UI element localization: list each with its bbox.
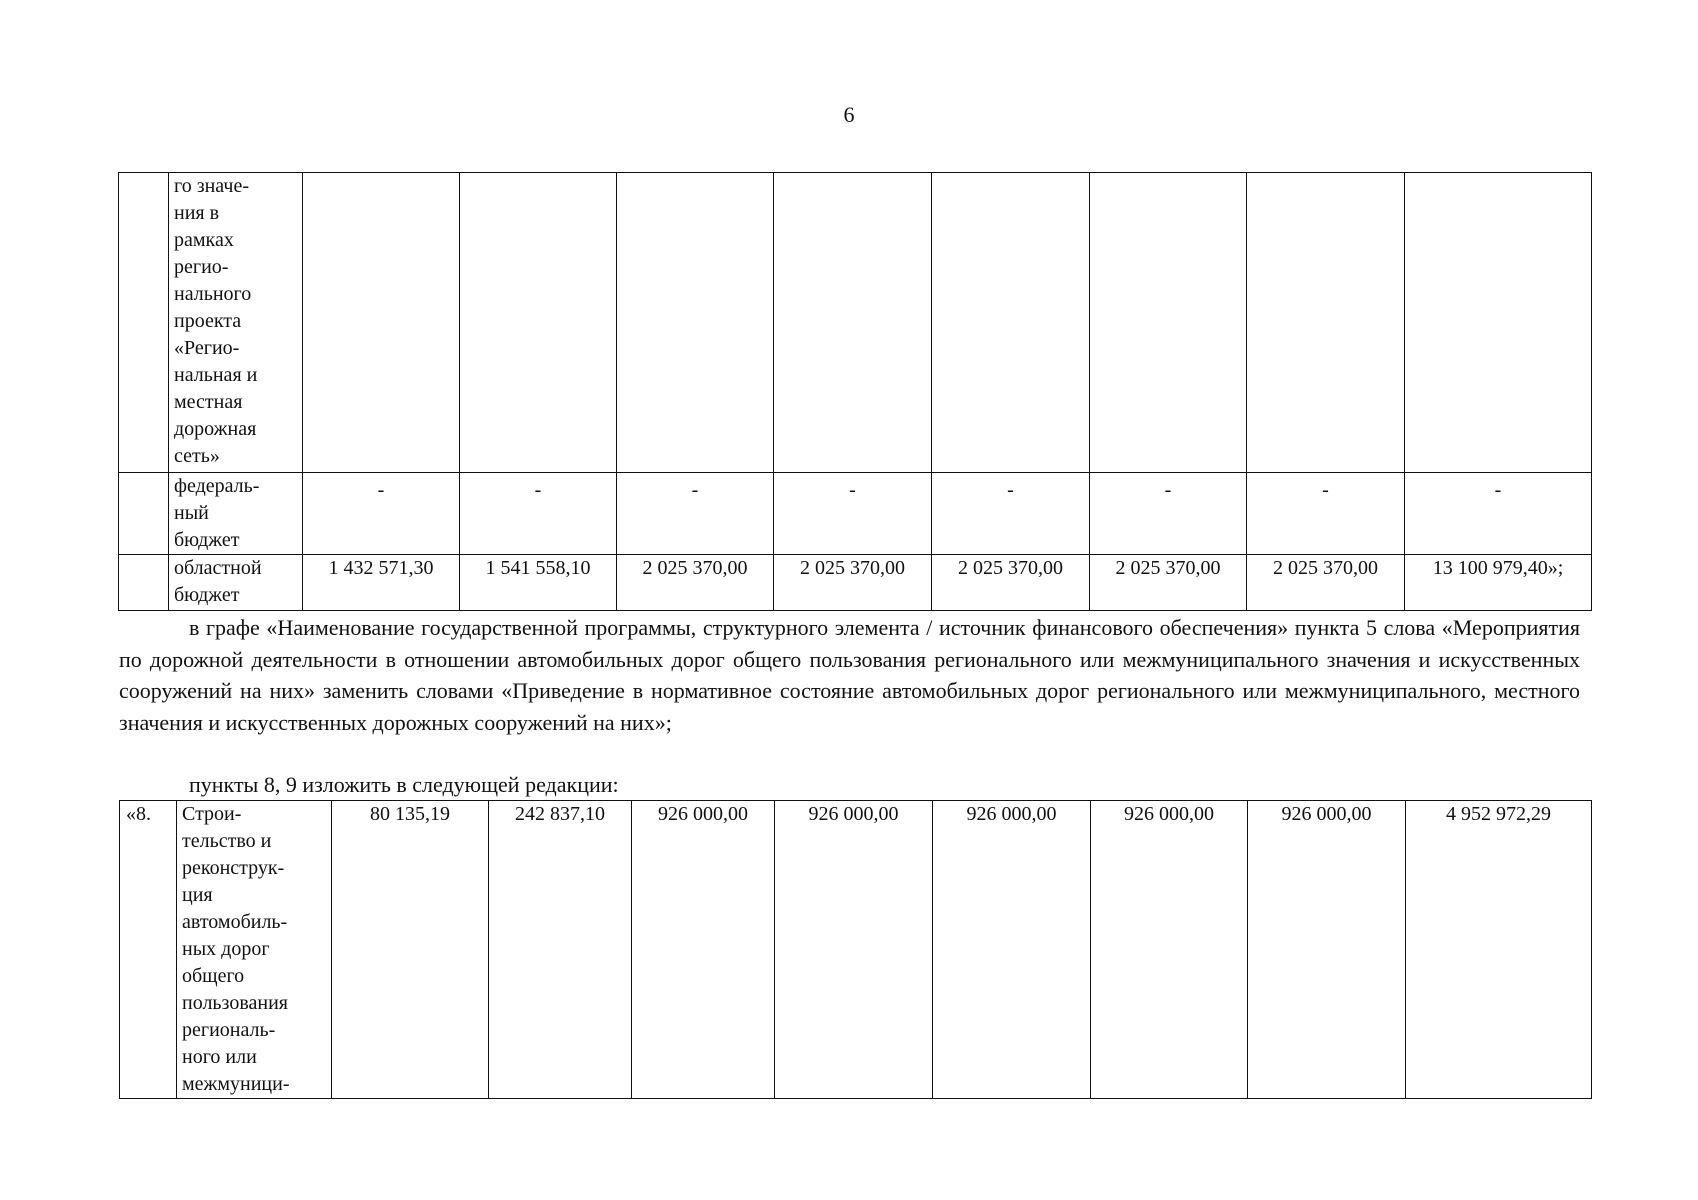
amendment-paragraph-2: пункты 8, 9 изложить в следующей редакции: [189, 772, 619, 797]
value-cell: 1 541 558,10 [460, 555, 617, 611]
value-cell: 2 025 370,00 [774, 555, 932, 611]
value-cell: 926 000,00 [632, 801, 775, 1099]
budget-table-continuation [118, 172, 1592, 611]
row-name-cell: Строи- тельство и реконструк- ция автомобиль- ных дорог общего пользования региональ- ного или межмуници- [177, 801, 332, 1099]
value-cell: - [932, 473, 1090, 555]
value-cell [303, 173, 460, 473]
value-cell: 2 025 370,00 [1247, 555, 1405, 611]
value-cell: - [617, 473, 774, 555]
value-cell: - [1405, 473, 1592, 555]
value-cell: 2 025 370,00 [1090, 555, 1247, 611]
value-cell: 926 000,00 [1091, 801, 1248, 1099]
table-row [119, 173, 1592, 473]
index-cell [119, 173, 169, 473]
value-cell: - [460, 473, 617, 555]
page-number: 6 [843, 102, 855, 127]
value-cell: - [774, 473, 932, 555]
budget-table-new-items [119, 800, 1592, 1099]
value-cell [617, 173, 774, 473]
row-name-cell: федераль- ный бюджет [169, 473, 303, 555]
value-cell: 4 952 972,29 [1406, 801, 1592, 1099]
index-cell [119, 555, 169, 611]
index-cell [119, 473, 169, 555]
value-cell: 926 000,00 [933, 801, 1091, 1099]
value-cell [1090, 173, 1247, 473]
value-cell: - [1090, 473, 1247, 555]
row-name-cell: областной бюджет [169, 555, 303, 611]
value-cell: 242 837,10 [489, 801, 632, 1099]
value-cell: 1 432 571,30 [303, 555, 460, 611]
value-cell: - [303, 473, 460, 555]
value-cell: - [1247, 473, 1405, 555]
table-row [119, 555, 1592, 611]
value-cell: 926 000,00 [775, 801, 933, 1099]
value-cell: 13 100 979,40»; [1405, 555, 1592, 611]
value-cell [1405, 173, 1592, 473]
value-cell [774, 173, 932, 473]
value-cell: 926 000,00 [1248, 801, 1406, 1099]
value-cell: 80 135,19 [332, 801, 489, 1099]
table-row [119, 473, 1592, 555]
value-cell [460, 173, 617, 473]
table-row [120, 801, 1592, 1099]
index-cell: «8. [120, 801, 177, 1099]
value-cell: 2 025 370,00 [617, 555, 774, 611]
value-cell [1247, 173, 1405, 473]
row-name-cell: го значе- ния в рамках регио- нального проекта «Регио- нальная и местная дорожная сеть» [169, 173, 303, 473]
value-cell [932, 173, 1090, 473]
amendment-paragraph: в графе «Наименование государственной программы, структурного элемента / источник финансового обеспечения» пункта 5 слова «Мероприятия по дорожной деятельности в отношении автомобильных дорог общего пользования регионального или межмуниципального значения и искусственных сооружений на них» заменить словами «Приведение в нормативное состояние автомобильных дорог регионального или межмуниципального, местного значения и искусственных дорожных сооружений на них»; [119, 615, 1580, 735]
value-cell: 2 025 370,00 [932, 555, 1090, 611]
